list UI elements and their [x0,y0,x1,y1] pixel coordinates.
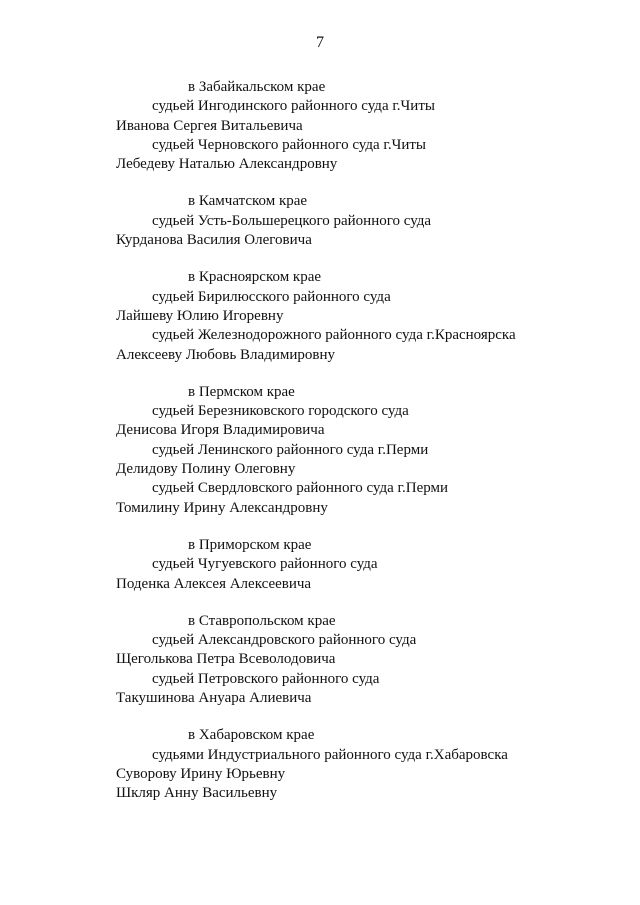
region-heading: в Ставропольском крае [188,612,336,629]
region-section [0,536,640,594]
region-heading: в Хабаровском крае [188,727,315,744]
judge-name: Лайшеву Юлию Игоревну [116,307,284,324]
region-section [0,192,640,250]
section-gap [0,708,640,726]
page-number: 7 [316,34,324,51]
judge-name: Поденка Алексея Алексеевича [116,575,312,592]
judge-name: Денисова Игоря Владимировича [116,422,325,439]
section-gap [0,250,640,268]
region-heading: в Камчатском крае [188,193,308,210]
judge-name: Алексееву Любовь Владимировну [116,346,335,363]
region-section [0,268,640,364]
court-position: судьей Ленинского районного суда г.Перми [152,441,429,458]
court-position: судьей Ингодинского районного суда г.Читы [152,98,435,115]
court-position: судьей Усть-Большерецкого районного суда [152,212,432,229]
region-heading: в Красноярском крае [188,269,322,286]
region-section [0,726,640,803]
section-gap [0,518,640,536]
court-position: судьями Индустриального районного суда г.Хабаровска [152,746,508,763]
court-position: судьей Петровского районного суда [152,670,380,687]
court-position: судьей Чугуевского районного суда [152,556,378,573]
judge-name: Иванова Сергея Витальевича [116,117,303,134]
court-position: судьей Черновского районного суда г.Читы [152,136,427,153]
judge-name: Лебедеву Наталью Александровну [116,156,338,173]
judge-name: Томилину Ирину Александровну [116,499,328,516]
judge-name: Курданова Василия Олеговича [116,232,312,249]
court-position: судьей Бирилюсского районного суда [152,288,391,305]
appointments-list [0,78,640,804]
court-position: судьей Свердловского районного суда г.Перми [152,480,449,497]
section-gap [0,365,640,383]
region-heading: в Приморском крае [188,536,312,553]
region-section [0,612,640,708]
region-section [0,78,640,174]
judge-name: Щеголькова Петра Всеволодовича [116,651,336,668]
court-position: судьей Березниковского городского суда [152,403,409,420]
section-gap [0,594,640,612]
judge-name: Суворову Ирину Юрьевну [116,765,286,782]
judge-name: Шкляр Анну Васильевну [116,785,278,802]
region-section [0,383,640,518]
section-gap [0,174,640,192]
judge-name: Такушинова Ануара Алиевича [116,690,312,707]
region-heading: в Пермском крае [188,383,295,400]
region-heading: в Забайкальском крае [188,79,326,95]
court-position: судьей Александровского районного суда [152,632,417,649]
court-position: судьей Железнодорожного районного суда г.Красноярска [152,327,516,344]
judge-name: Делидову Полину Олеговну [116,461,296,478]
